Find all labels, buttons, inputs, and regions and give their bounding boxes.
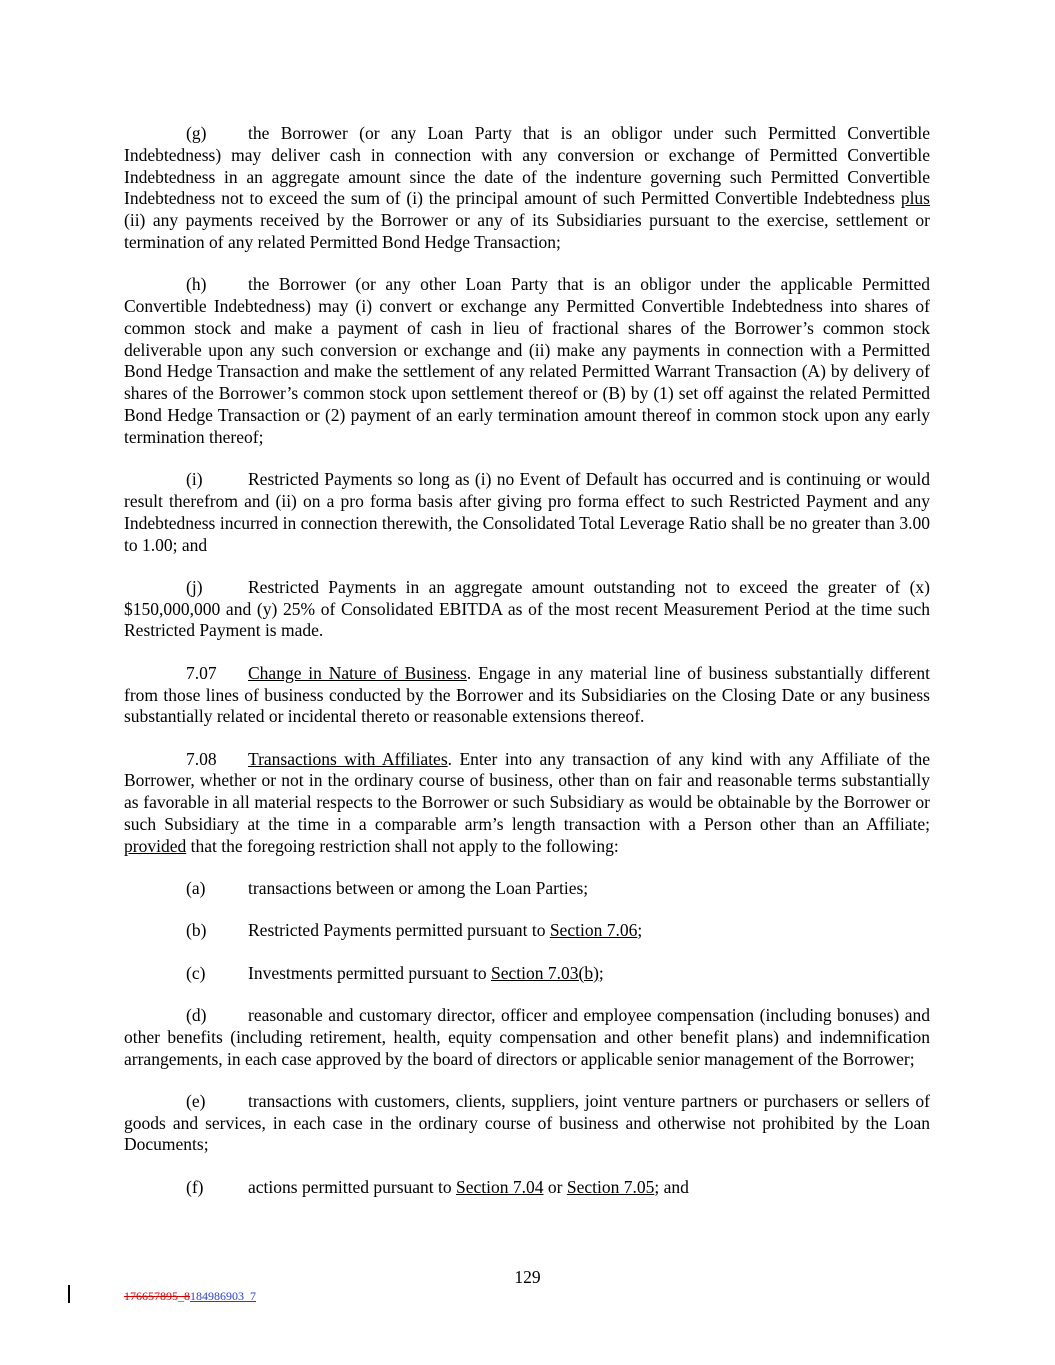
paragraph-label: 7.07 (186, 662, 217, 683)
paragraph-label: (i) (186, 469, 203, 490)
paragraph-b (124, 920, 930, 942)
underlined-text: Transactions with Affiliates (248, 748, 448, 769)
paragraph-text: Restricted Payments in an aggregate amount outstanding not to exceed the greater of (x) $150,000,000 and (y) 25% of Consolidated EBITDA as of the most recent Measurement Period at the time such Restricted Payment is made. (124, 576, 930, 641)
paragraph-text: . Engage in any material line of business substantially different from those lines of business conducted by the Borrower and its Subsidiaries on the Closing Date or any business substantially related or incidental thereto or reasonable extensions thereof. (124, 662, 930, 727)
paragraph-label: (h) (186, 274, 207, 295)
paragraph-g (124, 123, 930, 254)
paragraph-label: (g) (186, 123, 207, 143)
paragraph-text: . Enter into any transaction of any kind with any Affiliate of the Borrower, whether or not in the ordinary course of business, other than on fair and reasonable terms substantially as favorable in all material respects to the Borrower or such Subsidiary as would be obtainable by the Borrower or such Subsidiary at the time in a comparable arm’s length transaction with a Person other than an Affiliate; (124, 748, 930, 835)
change-bar (68, 1285, 70, 1303)
paragraph-text: Restricted Payments so long as (i) no Event of Default has occurred and is continuing or would result therefrom and (ii) on a pro forma basis after giving pro forma effect to such Restricted Payment and any Indebtedness incurred in connection therewith, the Consolidated Total Leverage Ratio shall be no greater than 3.00 to 1.00; and (124, 469, 930, 555)
paragraph-label: 7.08 (186, 748, 217, 769)
paragraph-label: (b) (186, 920, 207, 941)
paragraph-e (124, 1091, 930, 1156)
paragraph-text: reasonable and customary director, officer and employee compensation (including bonuses) and other benefits (including retirement, health, equity compensation and other benefit plans) and indemnification arrangements, in each case approved by the board of directors or applicable senior management of the Borrower; (124, 1005, 930, 1069)
underlined-text: Section 7.05 (566, 1176, 655, 1197)
paragraph-text: transactions between or among the Loan Parties; (248, 878, 589, 899)
paragraph-text: that the foregoing restriction shall not apply to the following: (186, 835, 619, 856)
paragraph-text: ; (598, 962, 604, 983)
paragraph-label: (j) (186, 576, 203, 597)
underlined-text: Section 7.04 (456, 1176, 544, 1197)
paragraph-label: (a) (186, 878, 206, 899)
paragraph-j (124, 577, 930, 642)
paragraph-text: the Borrower (or any other Loan Party that is an obligor under the applicable Permitted Convertible Indebtedness) may (i) convert or exchange any Permitted Convertible Indebtedness into shares of common stock and make a payment of cash in lieu of fractional shares of the Borrower’s common stock deliverable upon any such conversion or exchange and (ii) make any payments in connection with a Permitted Bond Hedge Transaction and make the settlement of any related Permitted Warrant Transaction (A) by delivery of shares of the Borrower’s common stock upon settlement thereof or (B) by (1) set off against the related Permitted Bond Hedge Transaction or (2) payment of an early termination amount thereof in common stock upon any early termination thereof; (124, 274, 930, 447)
paragraph-text: the Borrower (or any Loan Party that is an obligor under such Permitted Convertible Indebtedness) may deliver cash in connection with any conversion or exchange of Permitted Convertible Indebtedness in an aggregate amount since the date of the indenture governing such Permitted Convertible Indebtedness not to exceed the sum of (i) the principal amount of such Permitted Convertible Indebtedness (124, 123, 930, 209)
paragraph-f (124, 1177, 930, 1199)
page-number: 129 (514, 1267, 541, 1287)
paragraph-text: Investments permitted pursuant to (248, 962, 492, 983)
paragraph-label: (d) (186, 1005, 207, 1025)
document-body (124, 123, 930, 1219)
paragraph-text: actions permitted pursuant to (248, 1176, 457, 1197)
paragraph-h (124, 274, 930, 448)
paragraph-text: ; and (654, 1176, 689, 1197)
underlined-text: Section 7.06 (549, 920, 638, 941)
paragraph-text: or (543, 1176, 567, 1197)
underlined-text: provided (124, 835, 187, 856)
paragraph-c (124, 963, 930, 985)
paragraph-s708 (124, 749, 930, 858)
paragraph-i (124, 469, 930, 556)
paragraph-label: (c) (186, 962, 206, 983)
paragraph-s707 (124, 663, 930, 728)
paragraph-label: (e) (186, 1090, 206, 1111)
paragraph-text: Restricted Payments permitted pursuant to (248, 920, 550, 941)
underlined-text: plus (900, 188, 930, 209)
paragraph-text: (ii) any payments received by the Borrower or any of its Subsidiaries pursuant to the exercise, settlement or termination of any related Permitted Bond Hedge Transaction; (124, 210, 930, 252)
paragraph-d (124, 1005, 930, 1070)
underlined-text: Section 7.03(b) (491, 962, 599, 983)
document-id (124, 1289, 256, 1304)
paragraph-a (124, 878, 930, 900)
document-id-inserted: 184986903_7 (190, 1289, 256, 1303)
paragraph-text: ; (637, 920, 643, 941)
document-id-deleted: 176657895_8 (124, 1289, 190, 1303)
paragraph-text: transactions with customers, clients, suppliers, joint venture partners or purchasers or sellers of goods and services, in each case in the ordinary course of business and otherwise not prohibited by the Loan Documents; (124, 1090, 930, 1155)
paragraph-label: (f) (186, 1176, 204, 1197)
underlined-text: Change in Nature of Business (248, 662, 467, 683)
